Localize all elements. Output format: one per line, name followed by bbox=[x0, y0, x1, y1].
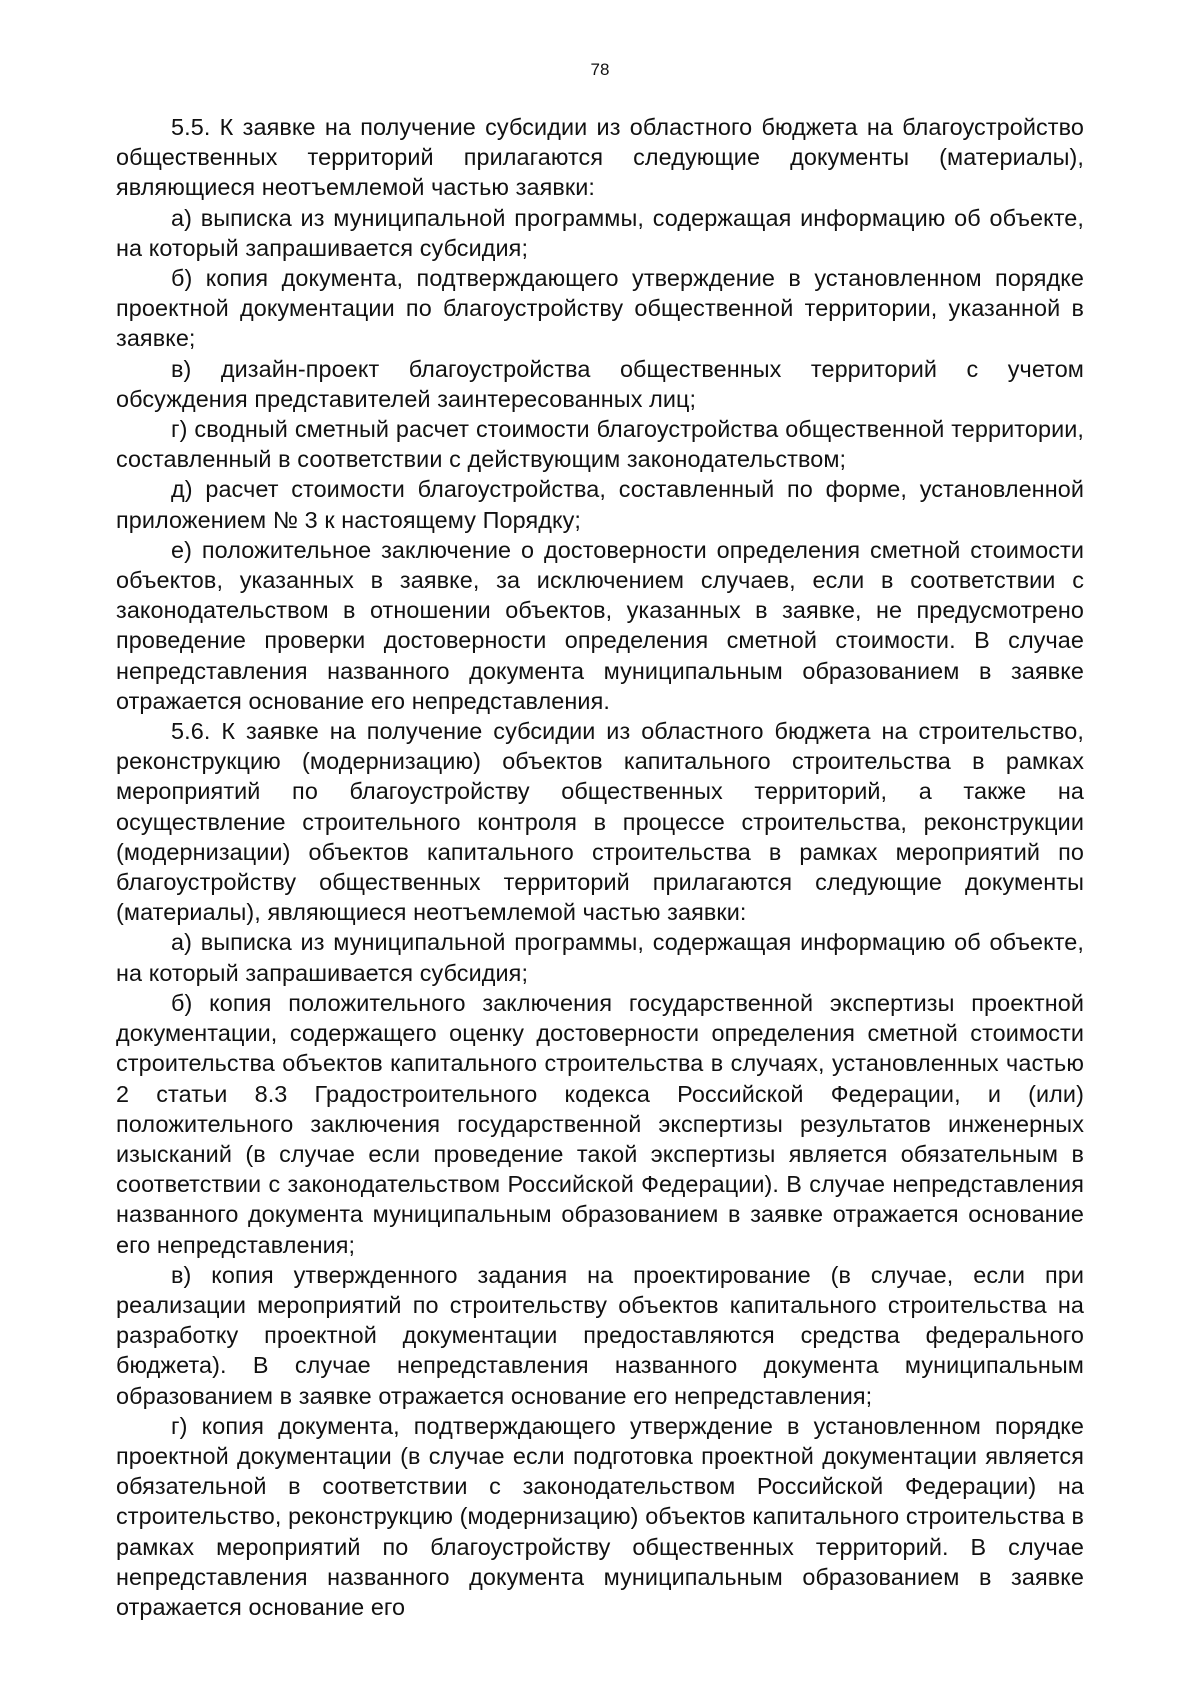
paragraph-5-5: 5.5. К заявке на получение субсидии из областного бюджета на благоустройство общественных территорий прилагаются следующие документы (материалы), являющиеся неотъемлемой частью заявки: bbox=[116, 114, 1084, 201]
paragraph-5-6-b: б) копия положительного заключения государственной экспертизы проектной документации, содержащего оценку достоверности определения сметной стоимости строительства объектов капитального строительства в случаях, установленных частью 2 статьи 8.3 Градостроительного кодекса Российской Федерации, и (или) положительного заключения государственной экспертизы результатов инженерных изысканий (в случае если проведение такой экспертизы является обязательным в соответствии с законодательством Российской Федерации). В случае непредставления названного документа муниципальным образованием в заявке отражается основание его непредставления; bbox=[116, 989, 1084, 1258]
paragraph-5-5-b: б) копия документа, подтверждающего утверждение в установленном порядке проектной документации по благоустройству общественной территории, указанной в заявке; bbox=[116, 265, 1084, 352]
paragraph-5-5-v: в) дизайн-проект благоустройства общественных территорий с учетом обсуждения представителей заинтересованных лиц; bbox=[116, 355, 1084, 412]
paragraph-5-5-a: а) выписка из муниципальной программы, содержащая информацию об объекте, на который запрашивается субсидия; bbox=[116, 204, 1084, 261]
paragraph-5-5-d: д) расчет стоимости благоустройства, составленный по форме, установленной приложением № 3 к настоящему Порядку; bbox=[116, 476, 1084, 533]
paragraph-5-6-v: в) копия утвержденного задания на проектирование (в случае, если при реализации мероприятий по строительству объектов капитального строительства на разработку проектной документации предоставляются средства федерального бюджета). В случае непредставления названного документа муниципальным образованием в заявке отражается основание его непредставления; bbox=[116, 1261, 1084, 1409]
paragraph-5-6: 5.6. К заявке на получение субсидии из областного бюджета на строительство, реконструкцию (модернизацию) объектов капитального строительства в рамках мероприятий по благоустройству общественных территорий, а также на осуществление строительного контроля в процессе строительства, реконструкции (модернизации) объектов капитального строительства в рамках мероприятий по благоустройству общественных территорий прилагаются следующие документы (материалы), являющиеся неотъемлемой частью заявки: bbox=[116, 718, 1084, 926]
paragraph-5-5-g: г) сводный сметный расчет стоимости благоустройства общественной территории, составленный в соответствии с действующим законодательством; bbox=[116, 416, 1084, 473]
paragraph-5-5-e: е) положительное заключение о достоверности определения сметной стоимости объектов, указанных в заявке, за исключением случаев, если в соответствии с законодательством в отношении объектов, указанных в заявке, не предусмотрено проведение проверки достоверности определения сметной стоимости. В случае непредставления названного документа муниципальным образованием в заявке отражается основание его непредставления. bbox=[116, 536, 1084, 714]
page-number: 78 bbox=[590, 60, 610, 79]
document-body bbox=[116, 112, 1084, 1622]
paragraph-5-6-g: г) копия документа, подтверждающего утверждение в установленном порядке проектной документации (в случае если подготовка проектной документации является обязательной в соответствии с законодательством Российской Федерации) на строительство, реконструкцию (модернизацию) объектов капитального строительства в рамках мероприятий по благоустройству общественных территорий. В случае непредставления названного документа муниципальным образованием в заявке отражается основание его bbox=[116, 1412, 1084, 1620]
paragraph-5-6-a: а) выписка из муниципальной программы, содержащая информацию об объекте, на который запрашивается субсидия; bbox=[116, 929, 1084, 986]
